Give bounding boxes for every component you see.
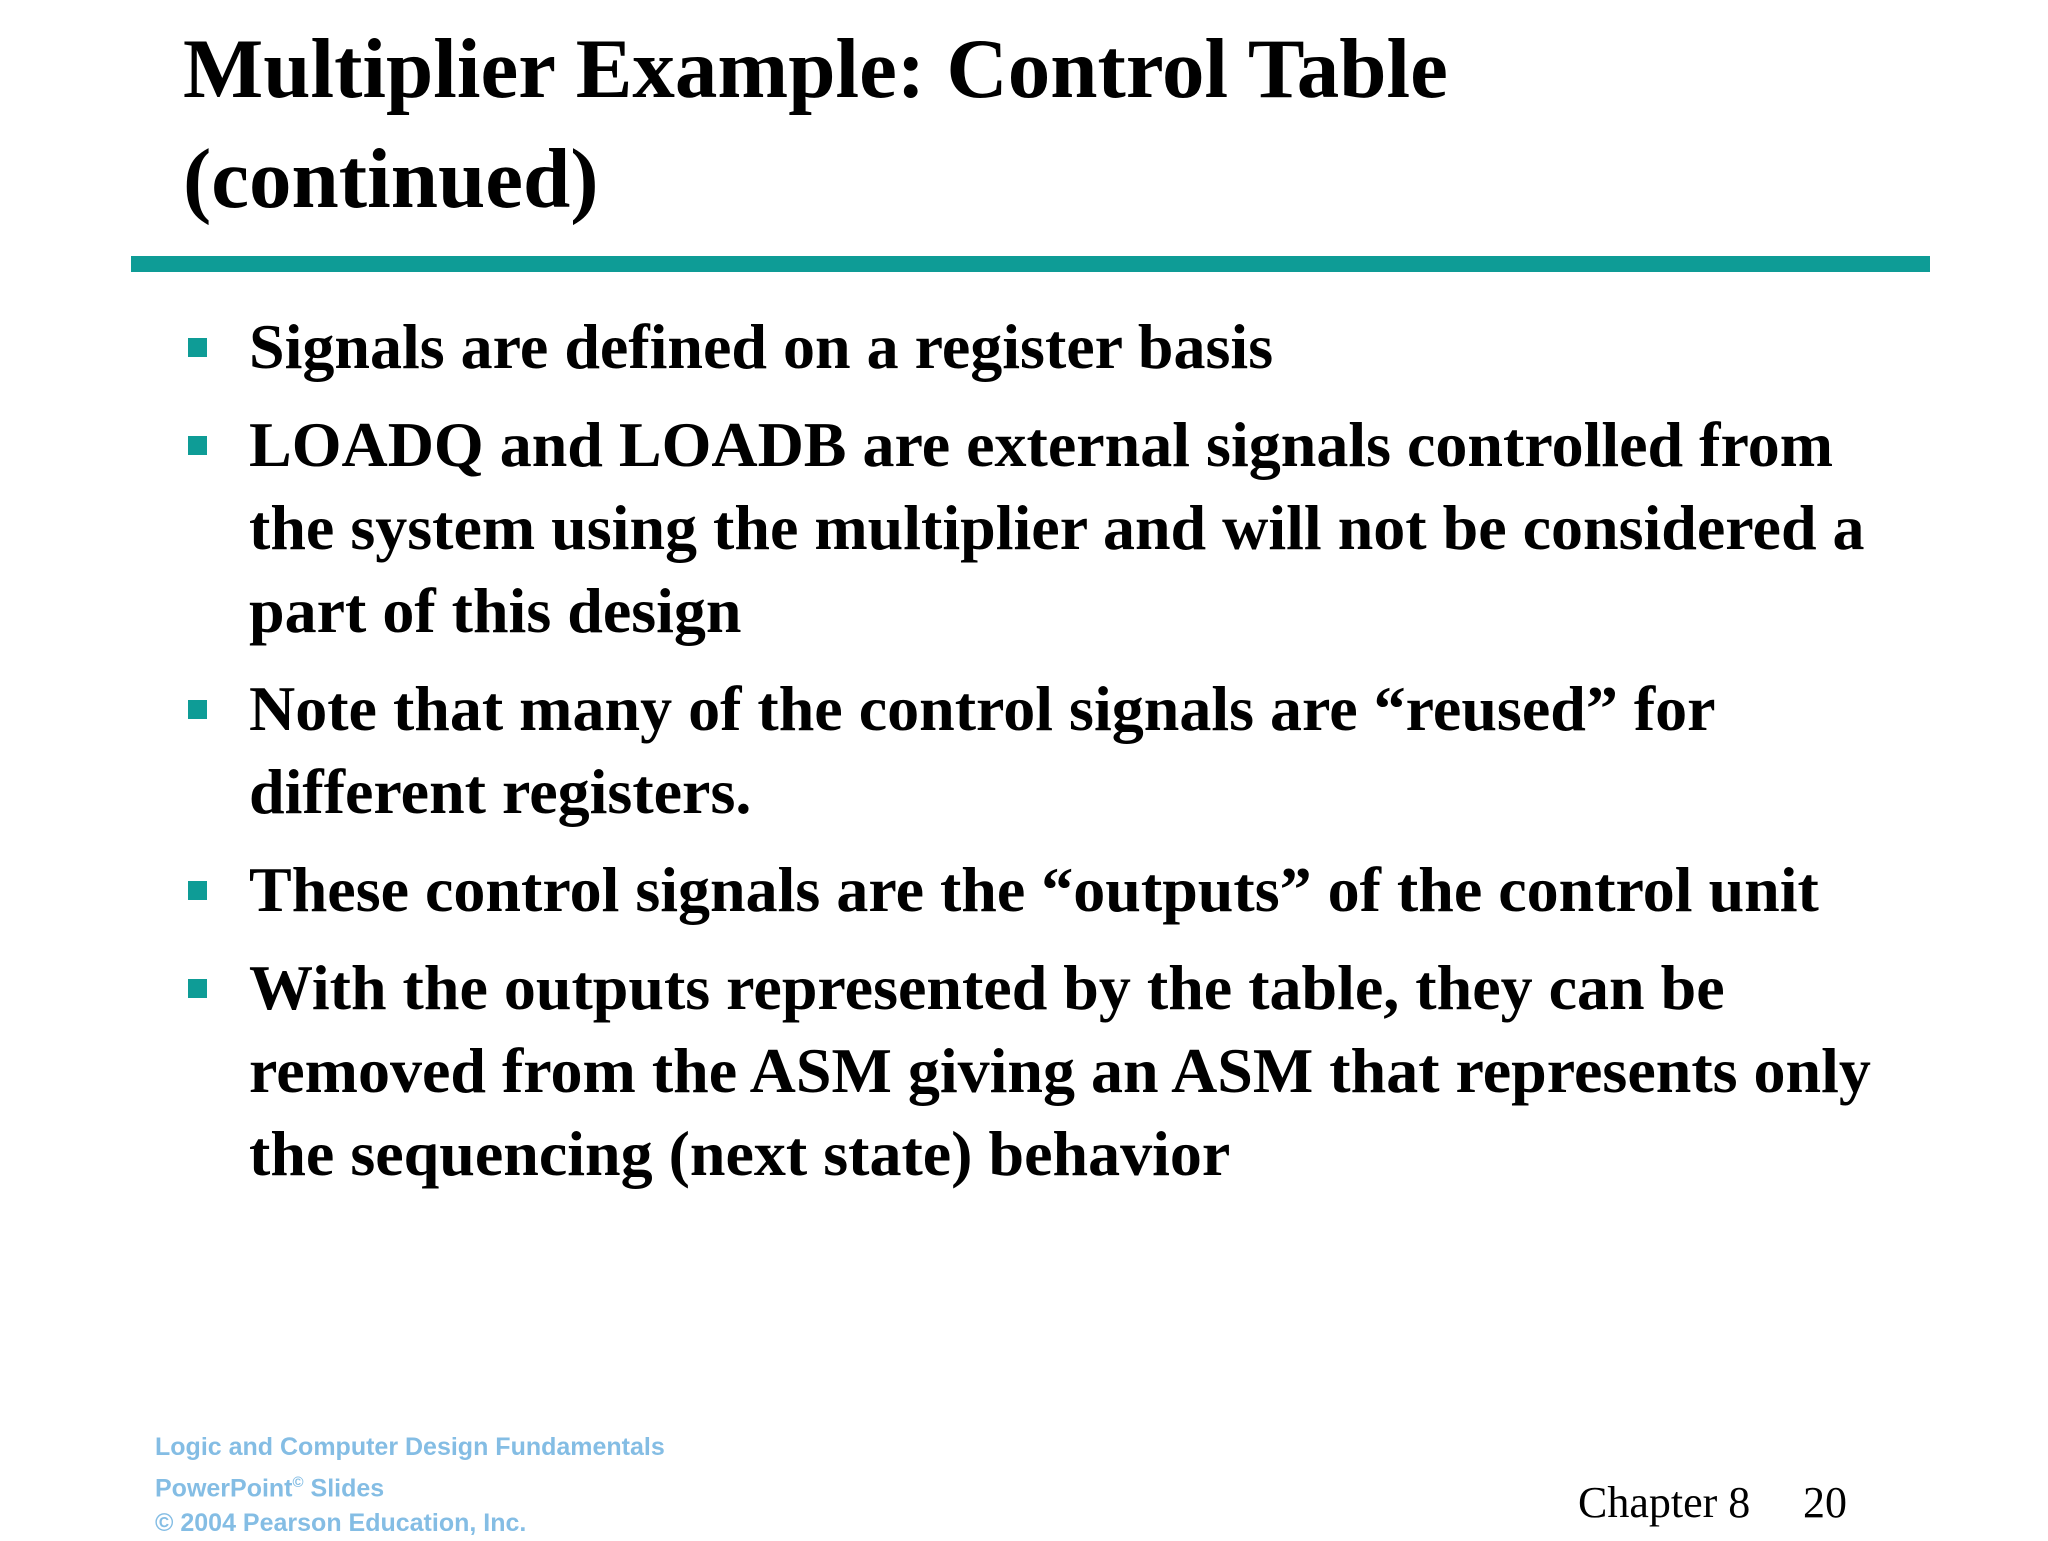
bullet-item xyxy=(0,946,2048,1195)
footer-credit-suffix: Slides xyxy=(303,1474,385,1503)
square-bullet-icon xyxy=(188,338,207,357)
chapter-label: Chapter 8 xyxy=(1578,1478,1751,1527)
bullet-list xyxy=(0,305,2048,1210)
square-bullet-icon xyxy=(188,881,207,900)
square-bullet-icon xyxy=(188,436,207,455)
bullet-text: With the outputs represented by the table, they can be removed from the ASM giving an ASM that represents only the sequencing (next state) behavior xyxy=(249,952,1871,1189)
footer-credit-line xyxy=(155,1465,665,1506)
slide-title-line-1: Multiplier Example: Control Table xyxy=(183,22,1448,116)
page-number: 20 xyxy=(1803,1478,1847,1527)
bullet-item xyxy=(0,403,2048,652)
square-bullet-icon xyxy=(188,700,207,719)
footer-credits xyxy=(155,1430,665,1541)
bullet-item xyxy=(0,667,2048,833)
bullet-text: Note that many of the control signals are “reused” for different registers. xyxy=(249,673,1715,827)
footer-credit-line: © 2004 Pearson Education, Inc. xyxy=(155,1509,527,1538)
slide-title xyxy=(183,14,1943,234)
bullet-item xyxy=(0,305,2048,388)
footer-credit-line: Logic and Computer Design Fundamentals xyxy=(155,1433,665,1461)
bullet-text: Signals are defined on a register basis xyxy=(249,311,1274,382)
bullet-text: LOADQ and LOADB are external signals controlled from the system using the multiplier and will not be considered a part of this design xyxy=(249,409,1865,646)
footer-credit-mark: © xyxy=(292,1474,304,1491)
slide-title-line-2: (continued) xyxy=(183,132,599,226)
footer-credit-product: PowerPoint xyxy=(155,1474,293,1503)
bullet-text: These control signals are the “outputs” of the control unit xyxy=(249,854,1819,925)
title-divider xyxy=(131,256,1930,272)
bullet-item xyxy=(0,848,2048,931)
square-bullet-icon xyxy=(188,979,207,998)
